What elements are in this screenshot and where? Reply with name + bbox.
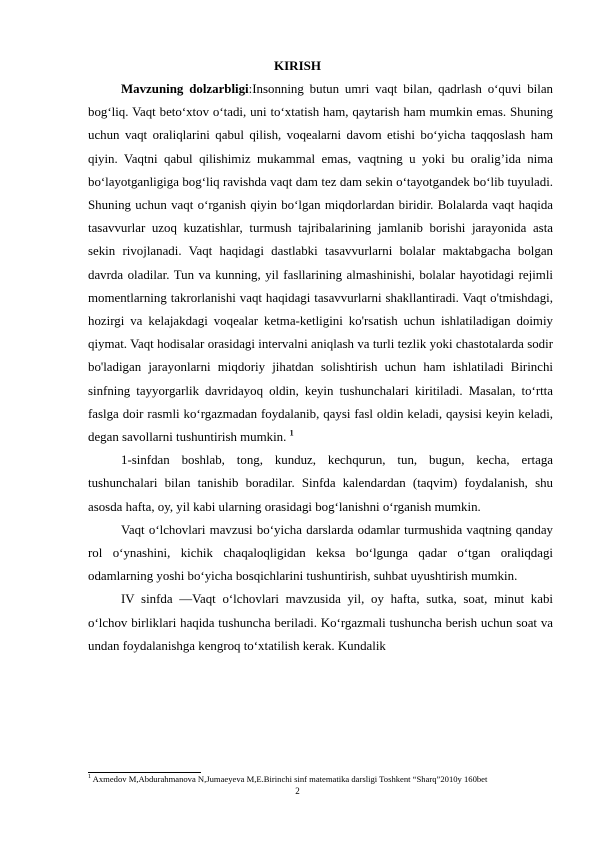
paragraph-4	[88, 588, 553, 658]
paragraph-2	[88, 449, 553, 519]
paragraph-text: 1-sinfdan boshlab, tong, kunduz, kechqurun, tun, bugun, kecha, ertaga tushunchalari bilan tanishib boradilar. Sinfda kalendardan (taqvim) foydalanish, shu asosda hafta, oy, yil kabi ularning orasidagi bog‘lanishni o‘rganish mumkin.	[88, 453, 553, 514]
paragraph-lead: Mavzuning dolzarbligi	[121, 82, 249, 96]
footnote-divider	[88, 772, 201, 773]
footnote-marker: 1	[88, 774, 91, 781]
page-number: 2	[295, 786, 300, 796]
body-text	[88, 78, 553, 658]
footnote	[88, 774, 558, 785]
footnote-text: Axmedov M,Abdurahmanova N,Jumaeyeva M,E.Birinchi sinf matematika darsligi Toshkent “Sharq”2010y 160bet	[91, 774, 488, 784]
paragraph-1	[88, 78, 553, 449]
paragraph-3	[88, 519, 553, 589]
paragraph-text: Vaqt o‘lchovlari mavzusi bo‘yicha darslarda odamlar turmushida vaqtning qanday rol o‘ynashini, kichik chaqaloqligidan keksa bo‘lgunga qadar o‘tgan oraliqdagi odamlarning yoshi bo‘yicha bosqichlarini tushuntirish, suhbat uyushtirish mumkin.	[88, 522, 553, 584]
page-title: KIRISH	[274, 58, 321, 73]
paragraph-text: IV sinfda —Vaqt o‘lchovlari mavzusida yil, oy hafta, sutka, soat, minut kabi o‘lchov birliklari haqida tushuncha beriladi. Ko‘rgazmali tushuncha berish uchun soat va undan foydalanishga kengroq to‘xtatilish kerak. Kundalik	[88, 592, 553, 653]
paragraph-text: :Insonning butun umri vaqt bilan, qadrlash o‘quvi bilan bog‘liq. Vaqt beto‘xtov o‘tadi, uni to‘xtatish ham, qaytarish ham mumkin emas. Shuning uchun vaqt oraliqlarini qabul qilish, voqealarni davom etishi bo‘yicha taqqoslash ham qiyin. Vaqtni qabul qilishimiz mukammal emas, vaqtning u yoki bu oralig’ida nima bo‘layotganligiga bog‘liq ravishda vaqt dam tez dam sekin o‘tayotgandek bo‘lib tuyuladi. Shuning uchun vaqt o‘rganish qiyin bo‘lgan miqdorlardan biridir. Bolalarda vaqt haqida tasavvurlar uzoq kuzatishlar, turmush tajribalarining jamlanib borishi jarayonida asta sekin rivojlanadi. Vaqt haqidagi dastlabki tasavvurlarni bolalar maktabgacha bolgan davrda oladilar. Tun va kunning, yil fasllarining almashinishi, bolalar hayotidagi rejimli momentlarning takrorlanishi vaqt haqidagi tasavvurlarni shakllantiradi. Vaqt o'tmishdagi, hozirgi va kelajakdagi voqealar ketma-ketligini ko'rsatish uchun ishlatiladigan doimiy qiymat. Vaqt hodisalar orasidagi intervalni aniqlash va turli tezlik yoki chastotalarda sodir bo'ladigan jarayonlarni miqdoriy jihatdan solishtirish uchun ham ishlatiladi Birinchi sinfning tayyorgarlik davridayoq oldin, keyin tushunchalari kiritiladi. Masalan, to‘rtta faslga doir rasmli ko‘rgazmadan foydalanib, qaysi fasl oldin keladi, qaysisi keyin keladi, degan savollarni tushuntirish mumkin.	[88, 82, 554, 445]
footnote-reference[interactable]: 1	[289, 428, 294, 438]
